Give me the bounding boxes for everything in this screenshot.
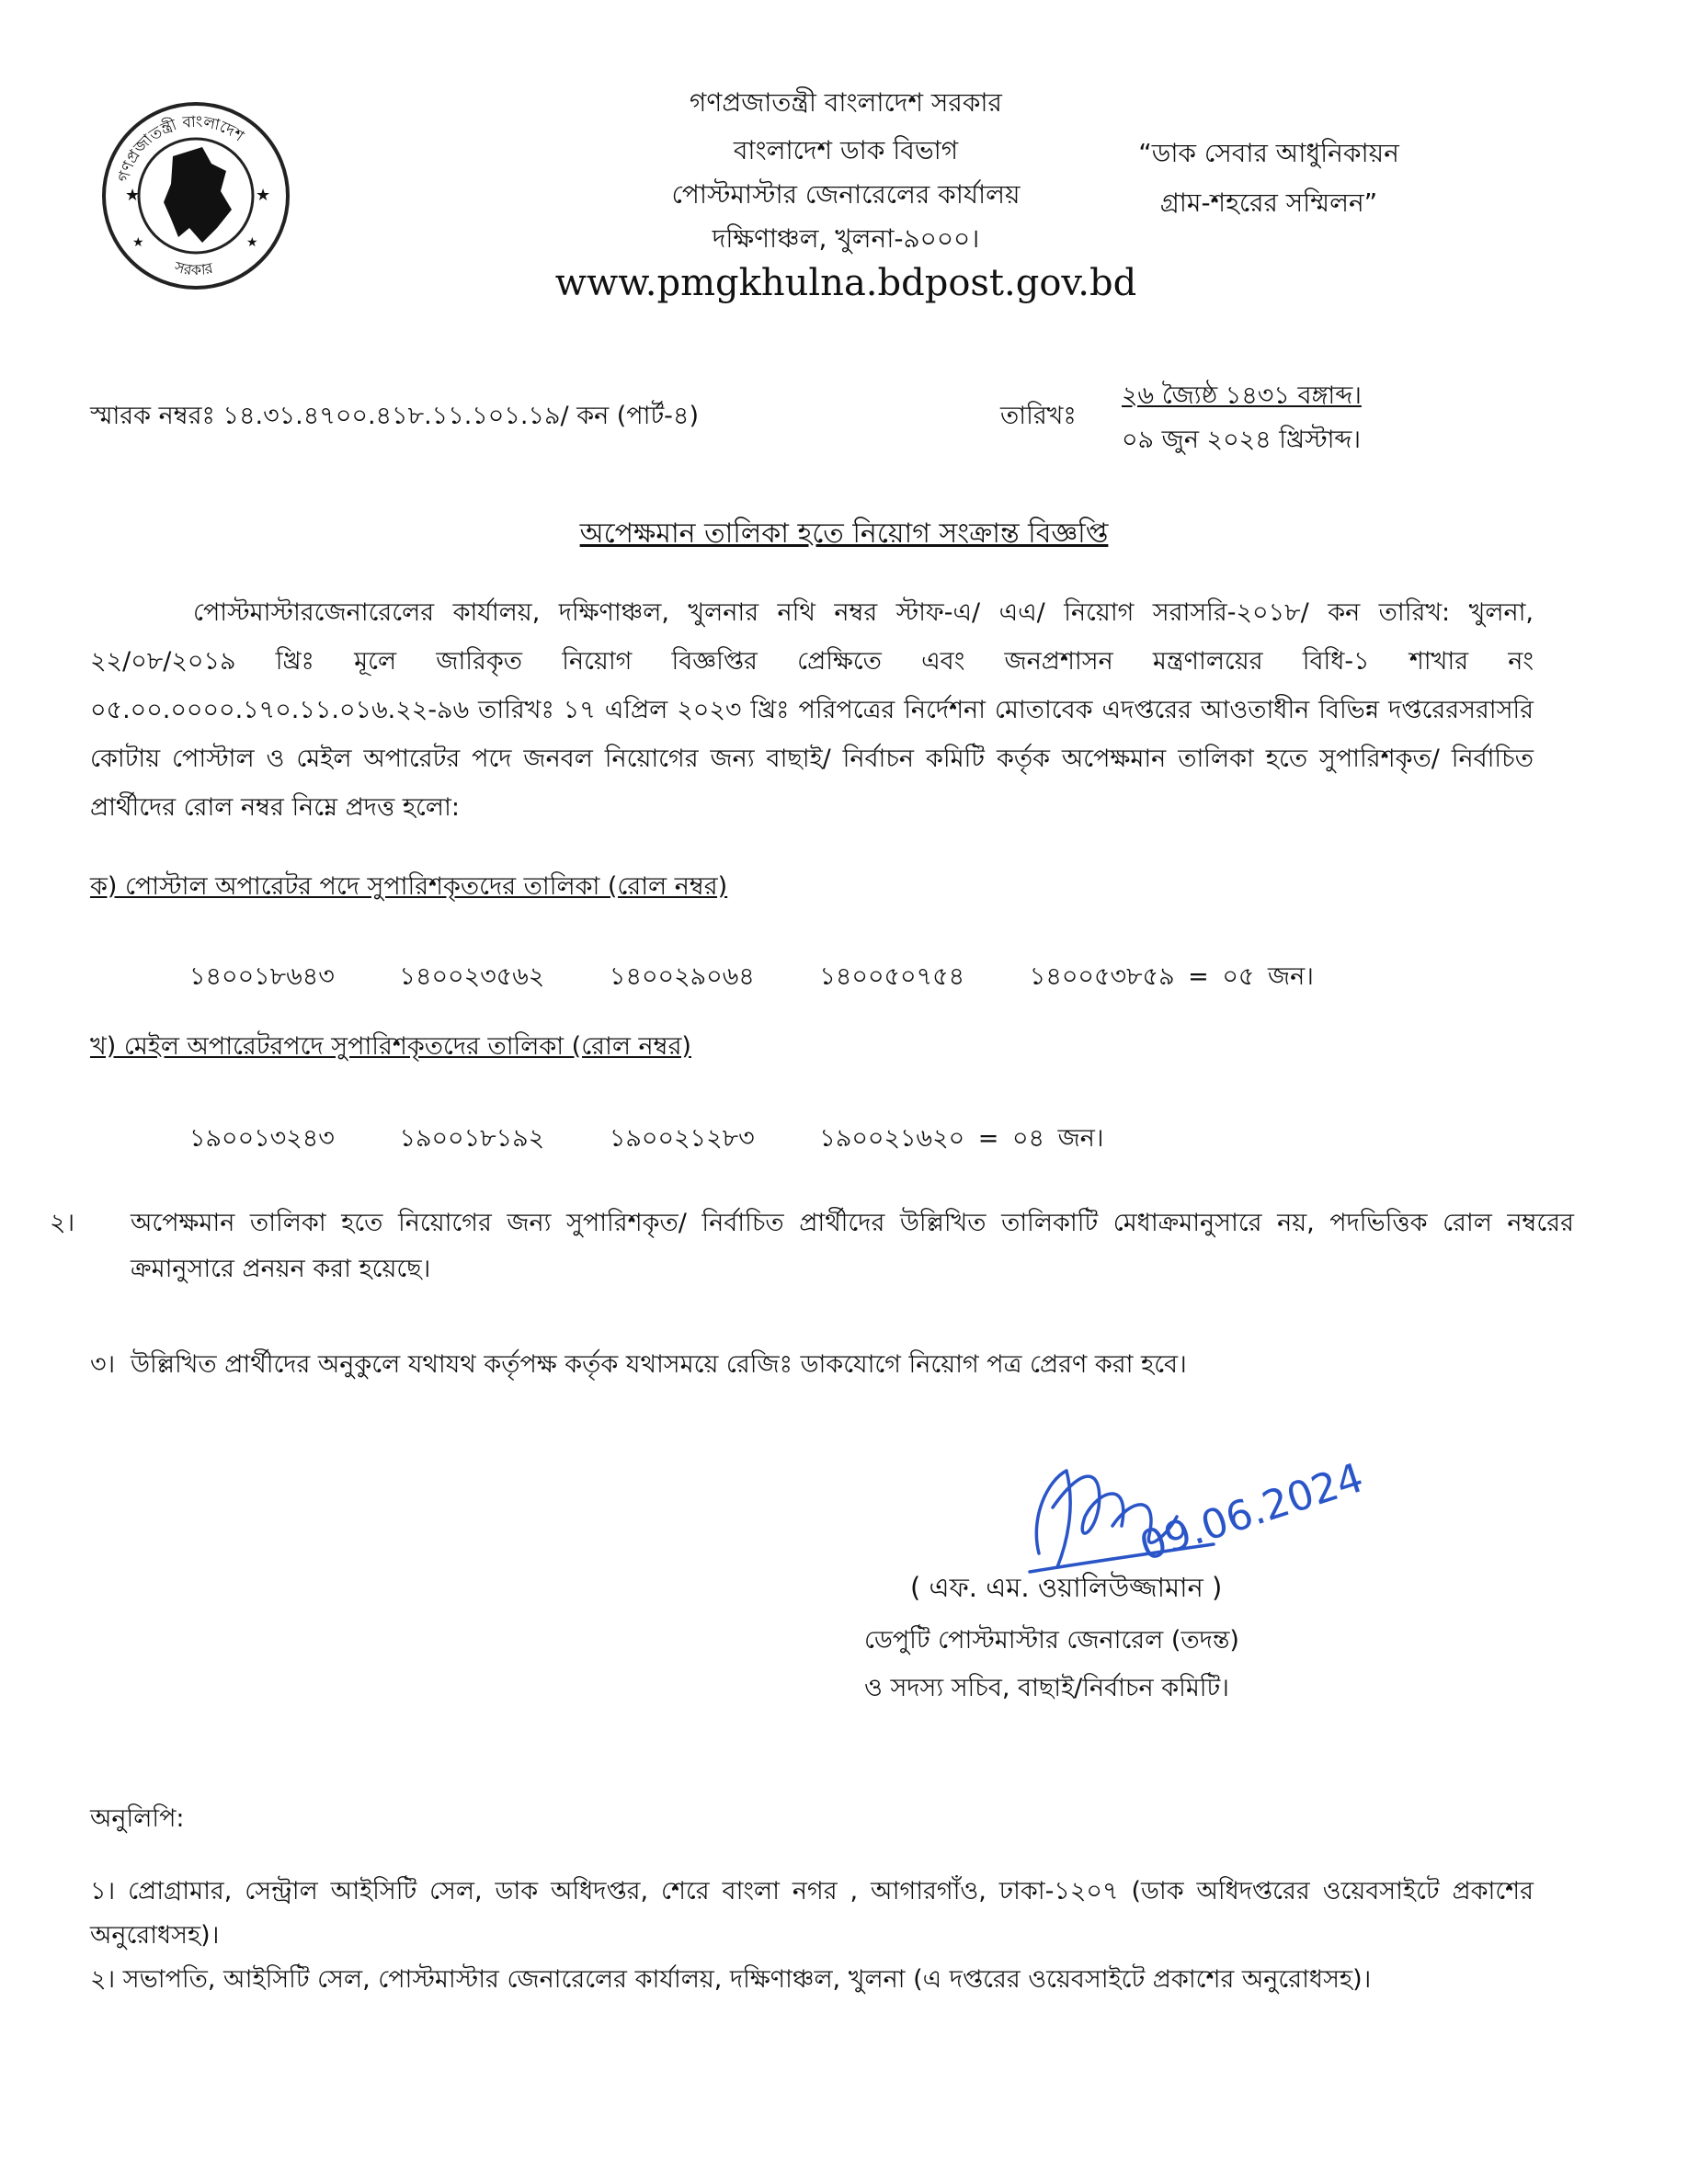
copies-heading: অনুলিপি: xyxy=(90,1804,185,1833)
header-department: বাংলাদেশ ডাক বিভাগ xyxy=(733,135,959,165)
roll-number: ১৪০০১৮৬৪৩ xyxy=(189,962,335,991)
svg-text:★: ★ xyxy=(256,186,271,205)
svg-text:★: ★ xyxy=(246,235,258,250)
date-english: ০৯ জুন ২০২৪ খ্রিস্টাব্দ। xyxy=(1122,426,1362,454)
roll-number: ১৯০০২১২৮৩ xyxy=(609,1124,755,1153)
roll-number: ১৪০০৫০৭৫৪ xyxy=(819,962,965,991)
point-2: ২। অপেক্ষমান তালিকা হতে নিয়োগের জন্য সুপারিশকৃত/ নির্বাচিত প্রার্থীদের উল্লিখিত তালিকাটি মেধাক্রমানুসারে নয়, পদভিত্তিক রোল নম্বরের ক্রমানুসারে প্রনয়ন করা হয়েছে। xyxy=(50,1209,1574,1283)
header-website-link[interactable]: www.pmgkhulna.bdpost.gov.bd xyxy=(554,262,1137,304)
roll-number-total: ১৪০০৫৩৮৫৯ = ০৫ জন। xyxy=(1029,962,1314,991)
roll-number: ১৪০০২৩৫৬২ xyxy=(399,962,545,991)
mail-roll-list xyxy=(189,1120,1156,1161)
slogan-line-1: “ডাক সেবার আধুনিকায়ন xyxy=(1138,138,1399,168)
government-seal-icon xyxy=(99,99,292,292)
header-address: দক্ষিণাঞ্চল, খুলনা-৯০০০। xyxy=(712,223,980,254)
signatory-name: ( এফ. এম. ওয়ালিউজ্জামান ) xyxy=(910,1572,1223,1603)
roll-number: ১৪০০২৯০৬৪ xyxy=(609,962,755,991)
date-bengali: ২৬ জ্যৈষ্ঠ ১৪৩১ বঙ্গাব্দ। xyxy=(1122,381,1362,410)
header-govt: গণপ্রজাতন্ত্রী বাংলাদেশ সরকার xyxy=(690,87,1002,118)
intro-paragraph: পোস্টমাস্টারজেনারেলের কার্যালয়, দক্ষিণাঞ্চল, খুলনার নথি নম্বর স্টাফ-এ/ এএ/ নিয়োগ সরাসরি-২০১৮/ কন তারিখ: খুলনা, ২২/০৮/২০১৯ খ্রিঃ মূলে জারিকৃত নিয়োগ বিজ্ঞপ্তির প্রেক্ষিতে এবং জনপ্রশাসন মন্ত্রণালয়ের বিধি-১ শাখার নং ০৫.০০.০০০০.১৭০.১১.০১৬.২২-৯৬ তারিখঃ ১৭ এপ্রিল ২০২৩ খ্রিঃ পরিপত্রের নির্দেশনা মোতাবেক এদপ্তরের আওতাধীন বিভিন্ন দপ্তরেরসরাসরি কোটায় পোস্টাল ও মেইল অপারেটর পদে জনবল নিয়োগের জন্য বাছাই/ নির্বাচন কমিটি কর্তৃক অপেক্ষমান তালিকা হতে সুপারিশকৃত/ নির্বাচিত প্রার্থীদের রোল নম্বর নিম্নে প্রদত্ত হলো: xyxy=(90,598,1534,822)
svg-text:09.06.2024: 09.06.2024 xyxy=(1134,1454,1370,1571)
signatory-role: ও সদস্য সচিব, বাছাই/নির্বাচন কমিটি। xyxy=(864,1674,1229,1702)
signatory-designation: ডেপুটি পোস্টমাস্টার জেনারেল (তদন্ত) xyxy=(864,1626,1239,1655)
handwritten-signature-icon xyxy=(1011,1406,1397,1590)
svg-text:★: ★ xyxy=(125,186,141,205)
date-label: তারিখঃ xyxy=(1000,402,1077,430)
mail-heading: খ) মেইল অপারেটরপদে সুপারিশকৃতদের তালিকা (রোল নম্বর) xyxy=(90,1032,691,1061)
postal-heading: ক) পোস্টাল অপারেটর পদে সুপারিশকৃতদের তালিকা (রোল নম্বর) xyxy=(90,872,728,901)
slogan xyxy=(1085,129,1453,228)
roll-number: ১৯০০১৮১৯২ xyxy=(399,1124,545,1153)
svg-text:সরকার: সরকার xyxy=(172,257,215,279)
svg-text:গণপ্রজাতন্ত্রী বাংলাদেশ: গণপ্রজাতন্ত্রী বাংলাদেশ xyxy=(114,112,247,185)
point-3: ৩। উল্লিখিত প্রার্থীদের অনুকুলে যথাযথ কর্তৃপক্ষ কর্তৃক যথাসময়ে রেজিঃ ডাকযোগে নিয়োগ পত্র প্রেরণ করা হবে। xyxy=(90,1350,1187,1379)
header-office: পোস্টমাস্টার জেনারেলের কার্যালয় xyxy=(671,179,1021,210)
slogan-line-2: গ্রাম-শহরের সম্মিলন” xyxy=(1159,188,1378,218)
memo-number: স্মারক নম্বরঃ ১৪.৩১.৪৭০০.৪১৮.১১.১০১.১৯/ কন (পার্ট-৪) xyxy=(90,402,699,430)
roll-number: ১৯০০১৩২৪৩ xyxy=(189,1124,335,1153)
notice-title: অপেক্ষমান তালিকা হতে নিয়োগ সংক্রান্ত বিজ্ঞপ্তি xyxy=(579,518,1109,550)
copy-item: ১। প্রোগ্রামার, সেন্ট্রাল আইসিটি সেল, ডাক অধিদপ্তর, শেরে বাংলা নগর , আগারগাঁও, ঢাকা-১২০৭ (ডাক অধিদপ্তরের ওয়েবসাইটে প্রকাশের অনুরোধসহ)। xyxy=(90,1877,1534,1950)
svg-text:★: ★ xyxy=(132,235,144,250)
roll-number-total: ১৯০০২১৬২০ = ০৪ জন। xyxy=(819,1124,1104,1153)
postal-roll-list xyxy=(189,958,1365,999)
copy-item: ২। সভাপতি, আইসিটি সেল, পোস্টমাস্টার জেনারেলের কার্যালয়, দক্ষিণাঞ্চল, খুলনা (এ দপ্তরের ওয়েবসাইটে প্রকাশের অনুরোধসহ)। xyxy=(90,1965,1372,1994)
